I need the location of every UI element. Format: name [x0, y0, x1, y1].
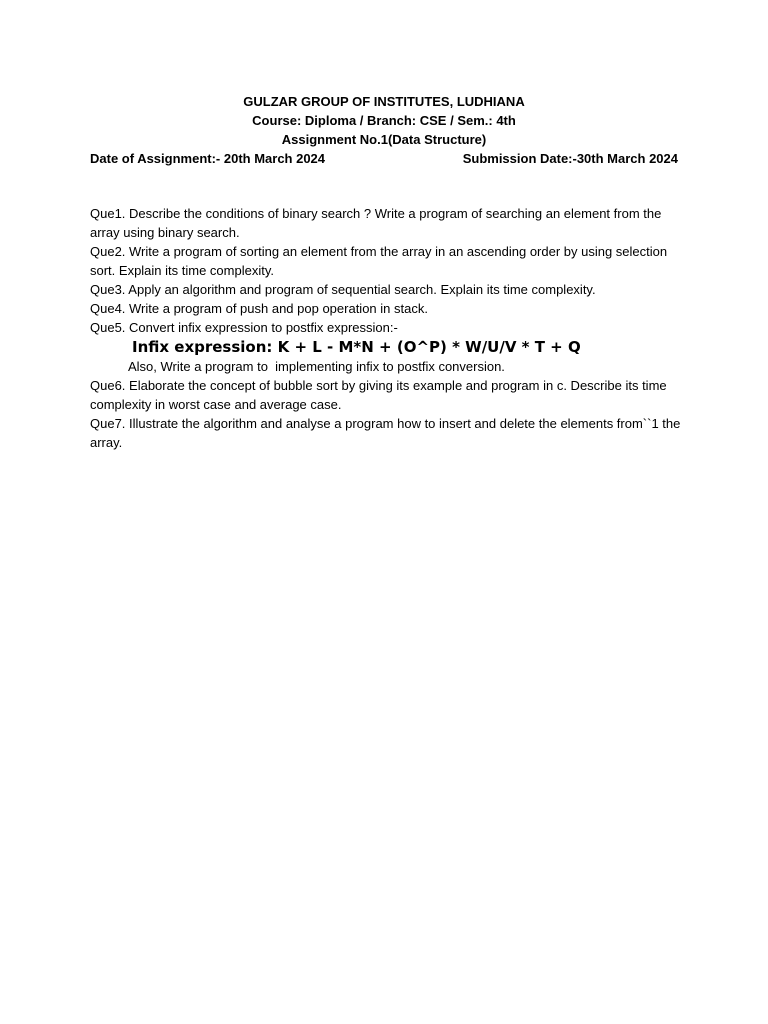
assignment-title: Assignment No.1(Data Structure)	[281, 132, 487, 147]
question-3: Que3. Apply an algorithm and program of sequential search. Explain its time complexity.	[90, 282, 596, 297]
date-of-assignment: Date of Assignment:- 20th March 2024	[90, 151, 326, 166]
question-5: Que5. Convert infix expression to postfix expression:-	[90, 320, 398, 335]
question-4: Que4. Write a program of push and pop operation in stack.	[90, 301, 428, 316]
questions-list	[90, 204, 688, 452]
institute-title: GULZAR GROUP OF INSTITUTES, LUDHIANA	[243, 94, 525, 109]
document-header	[90, 92, 678, 168]
dates-row	[90, 149, 678, 168]
question-1: Que1. Describe the conditions of binary search ? Write a program of searching an element from the array using binary search.	[90, 206, 662, 240]
question-6: Que6. Elaborate the concept of bubble sort by giving its example and program in c. Describe its time complexity in worst case and average case.	[90, 378, 667, 412]
infix-expression: Infix expression: K + L - M*N + (O^P) * W/U/V * T + Q	[132, 338, 581, 356]
question-7: Que7. Illustrate the algorithm and analyse a program how to insert and delete the elements from``1 the array.	[90, 416, 681, 450]
question-5-also: Also, Write a program to implementing infix to postfix conversion.	[128, 359, 505, 374]
course-line: Course: Diploma / Branch: CSE / Sem.: 4th	[252, 113, 516, 128]
question-2: Que2. Write a program of sorting an element from the array in an ascending order by using selection sort. Explain its time complexity.	[90, 244, 668, 278]
submission-date: Submission Date:-30th March 2024	[462, 151, 678, 166]
